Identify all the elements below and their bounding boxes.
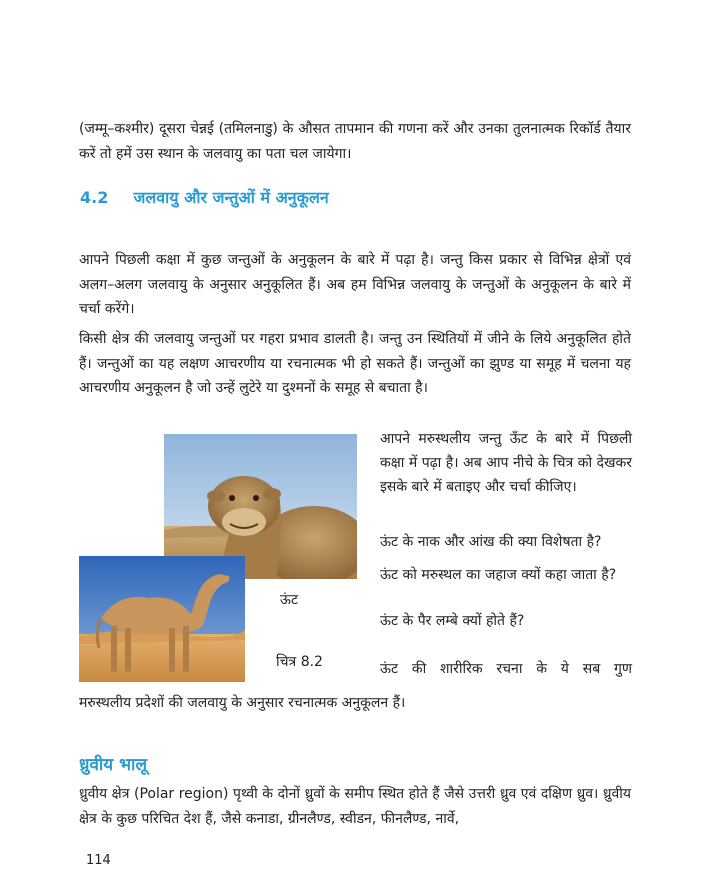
side-question-long-legs: ऊंट के पैर लम्बे क्यों होते हैं? bbox=[380, 613, 525, 629]
paragraph-adaptation-intro: आपने पिछली कक्षा में कुछ जन्तुओं के अनुकूलन के बारे में पढ़ा है। जन्तु किस प्रकार से विभिन्न क्षेत्रों एवं अलग–अलग जलवायु के अनुसार अनुकूलित हैं। अब हम विभिन्न जलवायु के जन्तुओं के अनुकूलन के बारे में चर्चा करेंगे। bbox=[79, 252, 631, 317]
side-question-ship-of-desert: ऊंट को मरुस्थल का जहाज क्यों कहा जाता है? bbox=[380, 567, 617, 583]
section-heading bbox=[80, 186, 329, 208]
paragraph-climate-effect: किसी क्षेत्र की जलवायु जन्तुओं पर गहरा प्रभाव डालती है। जन्तु उन स्थितियों में जीने के लिये अनुकूलित होते हैं। जन्तुओं का यह लक्षण आचरणीय या रचनात्मक भी हो सकते हैं। जन्तुओं का झुण्ड या समूह में चलना यह आचरणीय अनुकूलन है जो उन्हें लुटेरे या दुश्मनों के समूह से बचाता है। bbox=[79, 331, 631, 396]
side-text-intro: आपने मरुस्थलीय जन्तु ऊँट के बारे में पिछली कक्षा में पढ़ा है। अब आप नीचे के चित्र को देखकर इसके बारे में बताइए और चर्चा कीजिए। bbox=[380, 431, 632, 495]
subheading-polar-bear: ध्रुवीय भालू bbox=[79, 755, 147, 775]
section-number: 4.2 bbox=[80, 188, 109, 207]
page-number: 114 bbox=[86, 853, 111, 868]
polar-paragraph: ध्रुवीय क्षेत्र (Polar region) पृथ्वी के दोनों ध्रुवों के समीप स्थित होते हैं जैसे उत्तरी ध्रुव एवं दक्षिण ध्रुव। ध्रुवीय क्षेत्र के कुछ परिचित देश हैं, जैसे कनाडा, ग्रीनलैण्ड, स्वीडन, फीनलैण्ड, नार्वे, bbox=[79, 786, 631, 827]
conclusion-continued: मरुस्थलीय प्रदेशों की जलवायु के अनुसार रचनात्मक अनुकूलन हैं। bbox=[79, 695, 406, 711]
figure-caption: चित्र 8.2 bbox=[276, 654, 323, 670]
section-title: जलवायु और जन्तुओं में अनुकूलन bbox=[133, 188, 329, 207]
side-question-nose-eyes: ऊंट के नाक और आंख की क्या विशेषता है? bbox=[380, 534, 602, 550]
intro-paragraph: (जम्मू–कश्मीर) दूसरा चेन्नई (तमिलनाडु) के औसत तापमान की गणना करें और उनका तुलनात्मक रिकॉर्ड तैयार करें तो हमें उस स्थान के जलवायु का पता चल जायेगा। bbox=[79, 121, 631, 162]
figure-image-label: ऊंट bbox=[280, 592, 299, 608]
side-conclusion-start: ऊंट की शारीरिक रचना के ये सब गुण bbox=[380, 661, 632, 677]
camel-full-photo bbox=[79, 556, 245, 682]
